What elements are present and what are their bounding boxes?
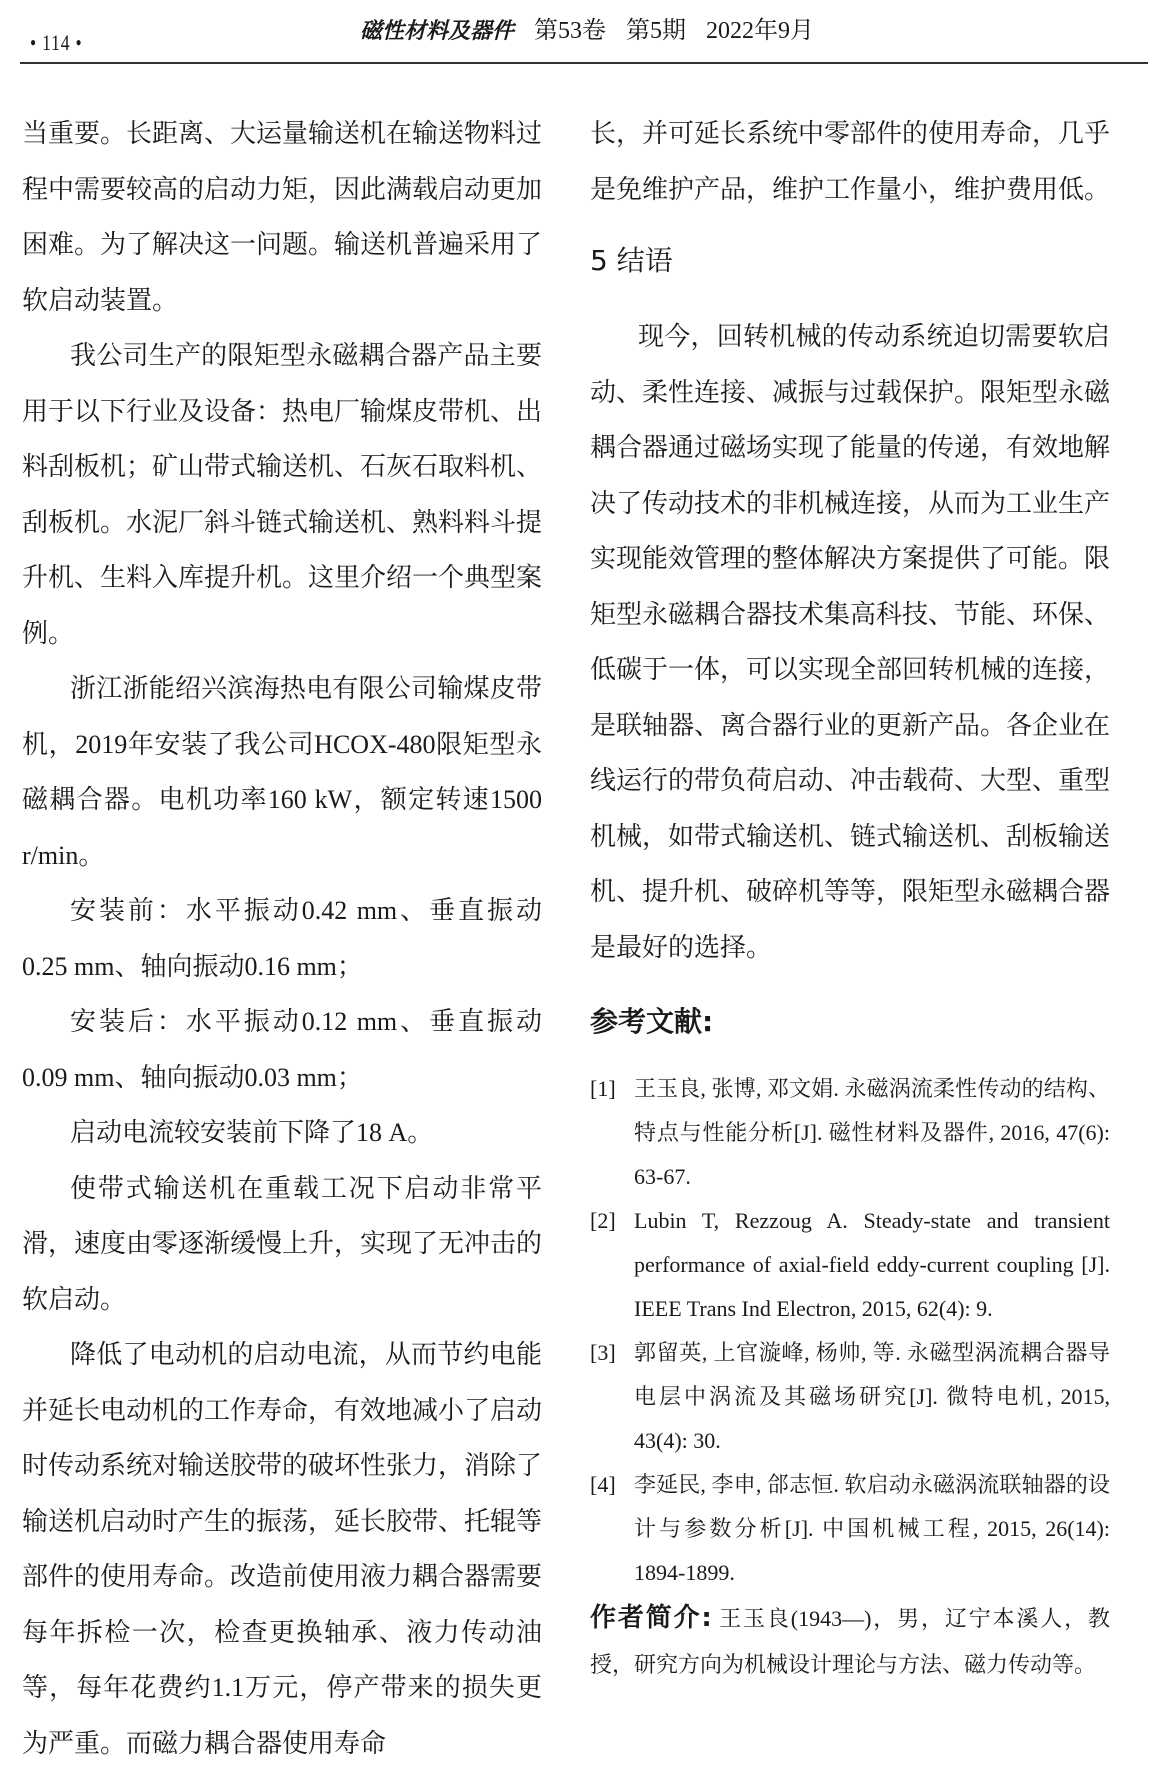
reference-list [590,1067,1110,1595]
author-bio-label: 作者简介: [590,1603,712,1633]
paragraph: 安装前：水平振动0.42 mm、垂直振动0.25 mm、轴向振动0.16 mm； [22,896,542,981]
author-bio [590,1595,1110,1688]
reference-text: 王玉良, 张博, 邓文娟. 永磁涡流柔性传动的结构、特点与性能分析[J]. 磁性材料及器件, 2016, 47(6): 63-67. [634,1076,1110,1189]
reference-item [590,1463,1110,1595]
volume: 第53卷 [534,18,607,44]
reference-text: 李延民, 李申, 郃志恒. 软启动永磁涡流联轴器的设计与参数分析[J]. 中国机械工程, 2015, 26(14): 1894-1899. [634,1472,1110,1585]
reference-number: [1] [590,1076,616,1101]
paragraph: 安装后：水平振动0.12 mm、垂直振动0.09 mm、轴向振动0.03 mm； [22,1007,542,1092]
reference-item [590,1199,1110,1331]
publication-date: 2022年9月 [706,18,815,44]
right-column [590,106,1110,1688]
issue: 第5期 [626,18,687,44]
author-bio-text: 王玉良(1943—)，男，辽宁本溪人，教授，研究方向为机械设计理论与方法、磁力传动等。 [590,1606,1110,1677]
left-column [22,106,542,1771]
paragraph: 使带式输送机在重载工况下启动非常平滑，速度由零逐渐缓慢上升，实现了无冲击的软启动。 [22,1173,543,1314]
paragraph: 现今，回转机械的传动系统迫切需要软启动、柔性连接、减振与过载保护。限矩型永磁耦合器通过磁场实现了能量的传递，有效地解决了传动技术的非机械连接，从而为工业生产实现能效管理的整体解决方案提供了可能。限矩型永磁耦合器技术集高科技、节能、环保、低碳于一体，可以实现全部回转机械的连接，是联轴器、离合器行业的更新产品。各企业在线运行的带负荷启动、冲击载荷、大型、重型机械，如带式输送机、链式输送机、刮板输送机、提升机、破碎机等等，限矩型永磁耦合器是最好的选择。 [590,322,1111,962]
paragraph: 当重要。长距离、大运量输送机在输送物料过程中需要较高的启动力矩，因此满载启动更加困难。为了解决这一问题。输送机普遍采用了软启动装置。 [22,119,543,315]
reference-item [590,1067,1110,1199]
reference-text: 郭留英, 上官漩峰, 杨帅, 等. 永磁型涡流耦合器导电层中涡流及其磁场研究[J]. 微特电机, 2015, 43(4): 30. [634,1340,1110,1453]
reference-number: [2] [590,1208,616,1233]
references-title: 参考文献: [590,1005,714,1038]
reference-number: [3] [590,1340,616,1365]
section-title: 5 结语 [590,244,673,277]
reference-text: Lubin T, Rezzoug A. Steady-state and transient performance of axial-field eddy-current coupling [J]. IEEE Trans Ind Electron, 2015, 62(4): 9. [634,1208,1110,1321]
paragraph: 浙江浙能绍兴滨海热电有限公司输煤皮带机，2019年安装了我公司HCOX-480限矩型永磁耦合器。电机功率160 kW，额定转速1500 r/min。 [22,674,542,870]
paragraph: 我公司生产的限矩型永磁耦合器产品主要用于以下行业及设备：热电厂输煤皮带机、出料刮板机；矿山带式输送机、石灰石取料机、刮板机。水泥厂斜斗链式输送机、熟料料斗提升机、生料入库提升机。这里介绍一个典型案例。 [22,341,543,648]
paragraph: 降低了电动机的启动电流，从而节约电能并延长电动机的工作寿命，有效地减小了启动时传动系统对输送胶带的破坏性张力，消除了输送机启动时产生的振荡，延长胶带、托辊等部件的使用寿命。改造前使用液力耦合器需要每年拆检一次，检查更换轴承、液力传动油等，每年花费约1.1万元，停产带来的损失更为严重。而磁力耦合器使用寿命 [22,1340,543,1758]
page-header [20,0,1148,64]
paragraph: 长，并可延长系统中零部件的使用寿命，几乎是免维护产品，维护工作量小，维护费用低。 [590,119,1111,204]
paragraph: 启动电流较安装前下降了18 A。 [70,1118,434,1147]
running-head [360,10,814,45]
reference-item [590,1331,1110,1463]
journal-name: 磁性材料及器件 [360,18,515,43]
reference-number: [4] [590,1472,616,1497]
page-number: • 114 • [30,30,83,55]
